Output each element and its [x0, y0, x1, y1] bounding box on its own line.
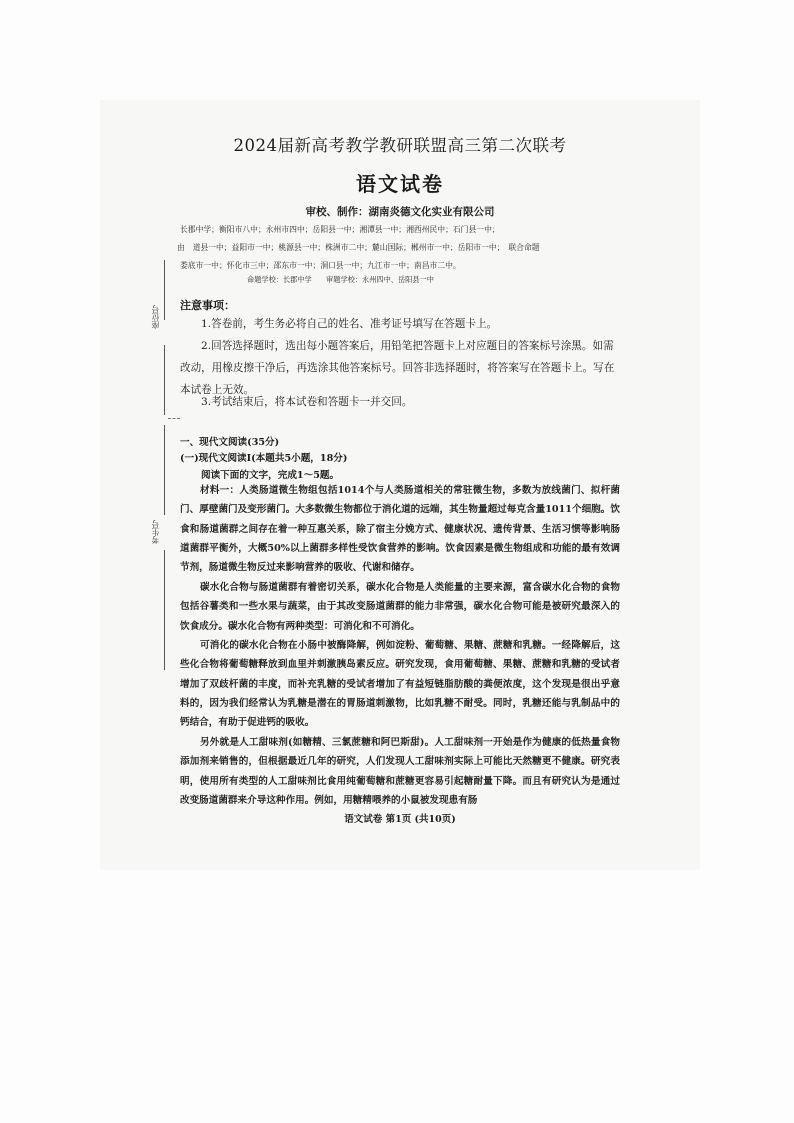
proposition-schools: 命题学校：长郡中学 审题学校：永州四中、岳阳县一中: [247, 275, 434, 284]
binding-line-mid: [164, 345, 165, 415]
school-list-line-2: 由 道县一中；益阳市一中；桃源县一中；株洲市二中；麓山国际；郴州市一中；岳阳市一中； 联合命题: [177, 243, 540, 252]
seat-number-label: 座位号: [151, 305, 160, 329]
page-footer: 语文试卷 第1页 (共10页): [344, 814, 456, 825]
notice-item-2: 2.回答选择题时，选出每小题答案后，用铅笔把答题卡上对应题目的答案标号涂黑。如需改动，用橡皮擦干净后，再选涂其他答案标号。回答非选择题时，将答案写在答题卡上。写在本试卷上无效。: [180, 340, 615, 396]
binding-dash: [168, 418, 180, 419]
passage-paragraph-1: [180, 481, 620, 577]
binding-line-lower: [164, 425, 165, 515]
subsection-heading: (一)现代文阅读Ⅰ(本题共5小题，18分): [180, 453, 348, 464]
school-list-line-1: 长郡中学；衡阳市八中；永州市四中；岳阳县一中；湘潭县一中；湘西州民中；石门县一中；: [180, 225, 500, 234]
passage-paragraph-2: 碳水化合物与肠道菌群有着密切关系，碳水化合物是人类能量的主要来源，富含碳水化合物的食物包括谷薯类和一些水果与蔬菜，由于其改变肠道菌群的能力非常强，碳水化合物可能是被研究最深入的饮食成分。碳水化合物有两种类型：可消化和不可消化。: [180, 582, 620, 632]
notice-item-3: 3.考试结束后，将本试卷和答题卡一并交回。: [201, 396, 413, 408]
school-list-line-3: 娄底市一中；怀化市三中；邵东市一中；洞口县一中；九江市一中；南昌市二中。: [180, 261, 461, 270]
exam-title: 2024届新高考教学教研联盟高三第二次联考: [233, 136, 567, 155]
passage-paragraph-3: 可消化的碳水化合物在小肠中被酶降解，例如淀粉、葡萄糖、果糖、蔗糖和乳糖。一经降解后，这些化合物将葡萄糖释放到血里并刺激胰岛素反应。研究发现，食用葡萄糖、果糖、蔗糖和乳糖的受试者增加了双歧杆菌的丰度，而补充乳糖的受试者增加了有益短链脂肪酸的粪便浓度，这个发现是很出乎意料的，因为我们经常认为乳糖是潜在的胃肠道刺激物，比如乳糖不耐受。同时，乳糖还能与乳制品中的钙结合，有助于促进钙的吸收。: [180, 640, 620, 729]
binding-line-bottom: [164, 550, 165, 670]
passage-paragraph-4: 另外就是人工甜味剂(如糖精、三氯蔗糖和阿巴斯甜)。人工甜味剂一开始是作为健康的低热量食物添加剂来销售的，但根据最近几年的研究，人们发现人工甜味剂实际上可能比天然糖更不健康。研究表明，使用所有类型的人工甜味剂比食用纯葡萄糖和蔗糖更容易引起糖耐量下降。而且有研究认为是通过改变肠道菌群来介导这种作用。例如，用糖精喂养的小鼠被发现患有肠: [180, 737, 620, 806]
notice-heading: 注意事项：: [180, 299, 235, 312]
paragraph-1-text: 人类肠道微生物组包括1014个与人类肠道相关的常驻微生物，多数为放线菌门、拟杆菌门、厚壁菌门及变形菌门。大多数微生物都位于消化道的远端，其生物量超过每克含量1011个细胞。饮食和肠道菌群之间存在着一种互惠关系，除了宿主分娩方式、健康状况、遗传背景、生活习惯等影响肠道菌群平衡外，大概50%以上菌群多样性受饮食营养的影响。饮食因素是微生物组成和功能的最有效调节剂，肠道微生物反过来影响营养的吸收、代谢和储存。: [180, 485, 621, 574]
reading-instruction: 阅读下面的文字，完成1～5题。: [201, 470, 340, 481]
notice-item-1: 1.答卷前，考生务必将自己的姓名、准考证号填写在答题卡上。: [201, 318, 498, 330]
binding-line-top: [164, 260, 165, 320]
producer-line: 审校、制作：湖南炎德文化实业有限公司: [305, 206, 495, 218]
exam-number-label: 考生号: [151, 520, 160, 544]
subject-title: 语文试卷: [356, 172, 444, 196]
section-heading: 一、现代文阅读(35分): [180, 437, 280, 448]
material-label: 材料一：: [200, 485, 240, 496]
